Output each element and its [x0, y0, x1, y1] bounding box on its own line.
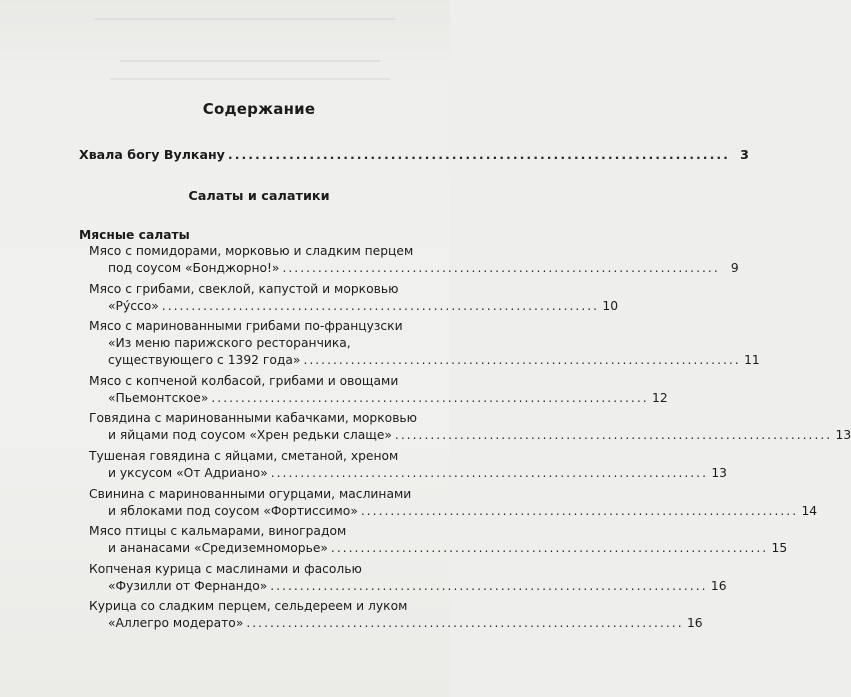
entry-last-line [108, 298, 619, 315]
entry-text: и уксусом «От Адриано» [108, 465, 268, 480]
leader-dots: .......................................................................... [211, 390, 649, 405]
entry-line: Курица со сладким перцем, сельдереем и луком [89, 599, 408, 614]
leader-dots: .......................................................................... [161, 298, 600, 313]
entry-line: Мясо с маринованными грибами по-французски [89, 319, 403, 334]
page-number: 13 [835, 428, 851, 443]
entry-line: Мясо птицы с кальмарами, виноградом [89, 524, 347, 539]
bleed-through-line [110, 78, 390, 80]
entry-line: Копченая курица с маслинами и фасолью [89, 561, 362, 576]
entry-last-line [108, 615, 703, 632]
leader-dots: .......................................................................... [227, 147, 730, 162]
entry-text: существующего с 1392 года» [108, 353, 301, 368]
page-number: 11 [744, 353, 760, 368]
entry-text: Хвала богу Вулкану [79, 147, 225, 162]
page-number: 12 [652, 390, 668, 405]
page-number: 15 [771, 541, 788, 556]
entry-text: и ананасами «Средиземноморье» [108, 541, 328, 556]
page-number: 9 [730, 261, 739, 275]
bleed-through-line [120, 60, 380, 62]
bleed-through-line [95, 18, 395, 20]
toc-entries [79, 243, 851, 632]
leader-dots: .......................................................................... [270, 578, 708, 593]
entry-last-line [108, 260, 739, 277]
entry-last-line [108, 427, 851, 444]
toc-entry-top [79, 146, 749, 163]
entry-text: и яйцами под соусом «Хрен редьки слаще» [108, 428, 392, 443]
entry-line: Говядина с маринованными кабачками, морковью [89, 411, 418, 426]
page-number: 3 [740, 147, 749, 162]
leader-dots: .......................................................................... [303, 353, 741, 368]
page-number: 16 [710, 578, 727, 593]
leader-dots: .......................................................................... [330, 541, 769, 556]
entry-text: «Рýссо» [108, 298, 159, 313]
entry-last-line [108, 390, 668, 407]
toc-entry [89, 598, 703, 632]
page-title: Содержание [202, 100, 316, 118]
subsection-heading: Мясные салаты [79, 228, 190, 242]
page-number: 13 [711, 465, 727, 480]
entry-text: «Пьемонтское» [108, 390, 209, 405]
toc-entry [89, 281, 619, 315]
leader-dots: .......................................................................... [282, 261, 720, 275]
entry-last-line [108, 465, 727, 482]
entry-text: «Аллегро модерато» [108, 616, 244, 631]
toc-entry [89, 448, 727, 482]
entry-text: под соусом «Бонджорно!» [108, 261, 280, 275]
entry-last-line [108, 352, 760, 369]
toc-entry [89, 561, 727, 595]
entry-last-line [108, 578, 727, 595]
toc-entry [89, 410, 851, 444]
page-number: 10 [602, 298, 619, 313]
page-number: 16 [686, 616, 703, 631]
entry-line: Мясо с помидорами, морковью и сладким перцем [89, 244, 414, 258]
toc-entry [89, 373, 668, 407]
entry-last-line [108, 540, 788, 557]
section-heading: Салаты и салатики [188, 189, 330, 204]
toc-entry [89, 243, 739, 277]
page-number: 14 [801, 503, 818, 518]
entry-line: Свинина с маринованными огурцами, маслинами [89, 486, 412, 501]
leader-dots: .......................................................................... [270, 465, 708, 480]
table-of-contents [79, 100, 851, 636]
entry-line: «Из меню парижского ресторанчика, [108, 336, 351, 351]
entry-last-line [108, 503, 818, 520]
entry-line: Мясо с копченой колбасой, грибами и овощами [89, 373, 399, 388]
entry-text: «Фузилли от Фернандо» [108, 578, 268, 593]
leader-dots: .......................................................................... [394, 428, 833, 443]
entry-line: Мясо с грибами, свеклой, капустой и морковью [89, 281, 399, 296]
leader-dots: .......................................................................... [246, 616, 684, 631]
leader-dots: .......................................................................... [360, 503, 799, 518]
toc-entry [89, 318, 760, 369]
toc-entry [89, 486, 818, 520]
toc-entry [89, 523, 788, 557]
entry-line: Тушеная говядина с яйцами, сметаной, хреном [89, 448, 399, 463]
entry-text: и яблоками под соусом «Фортиссимо» [108, 503, 358, 518]
